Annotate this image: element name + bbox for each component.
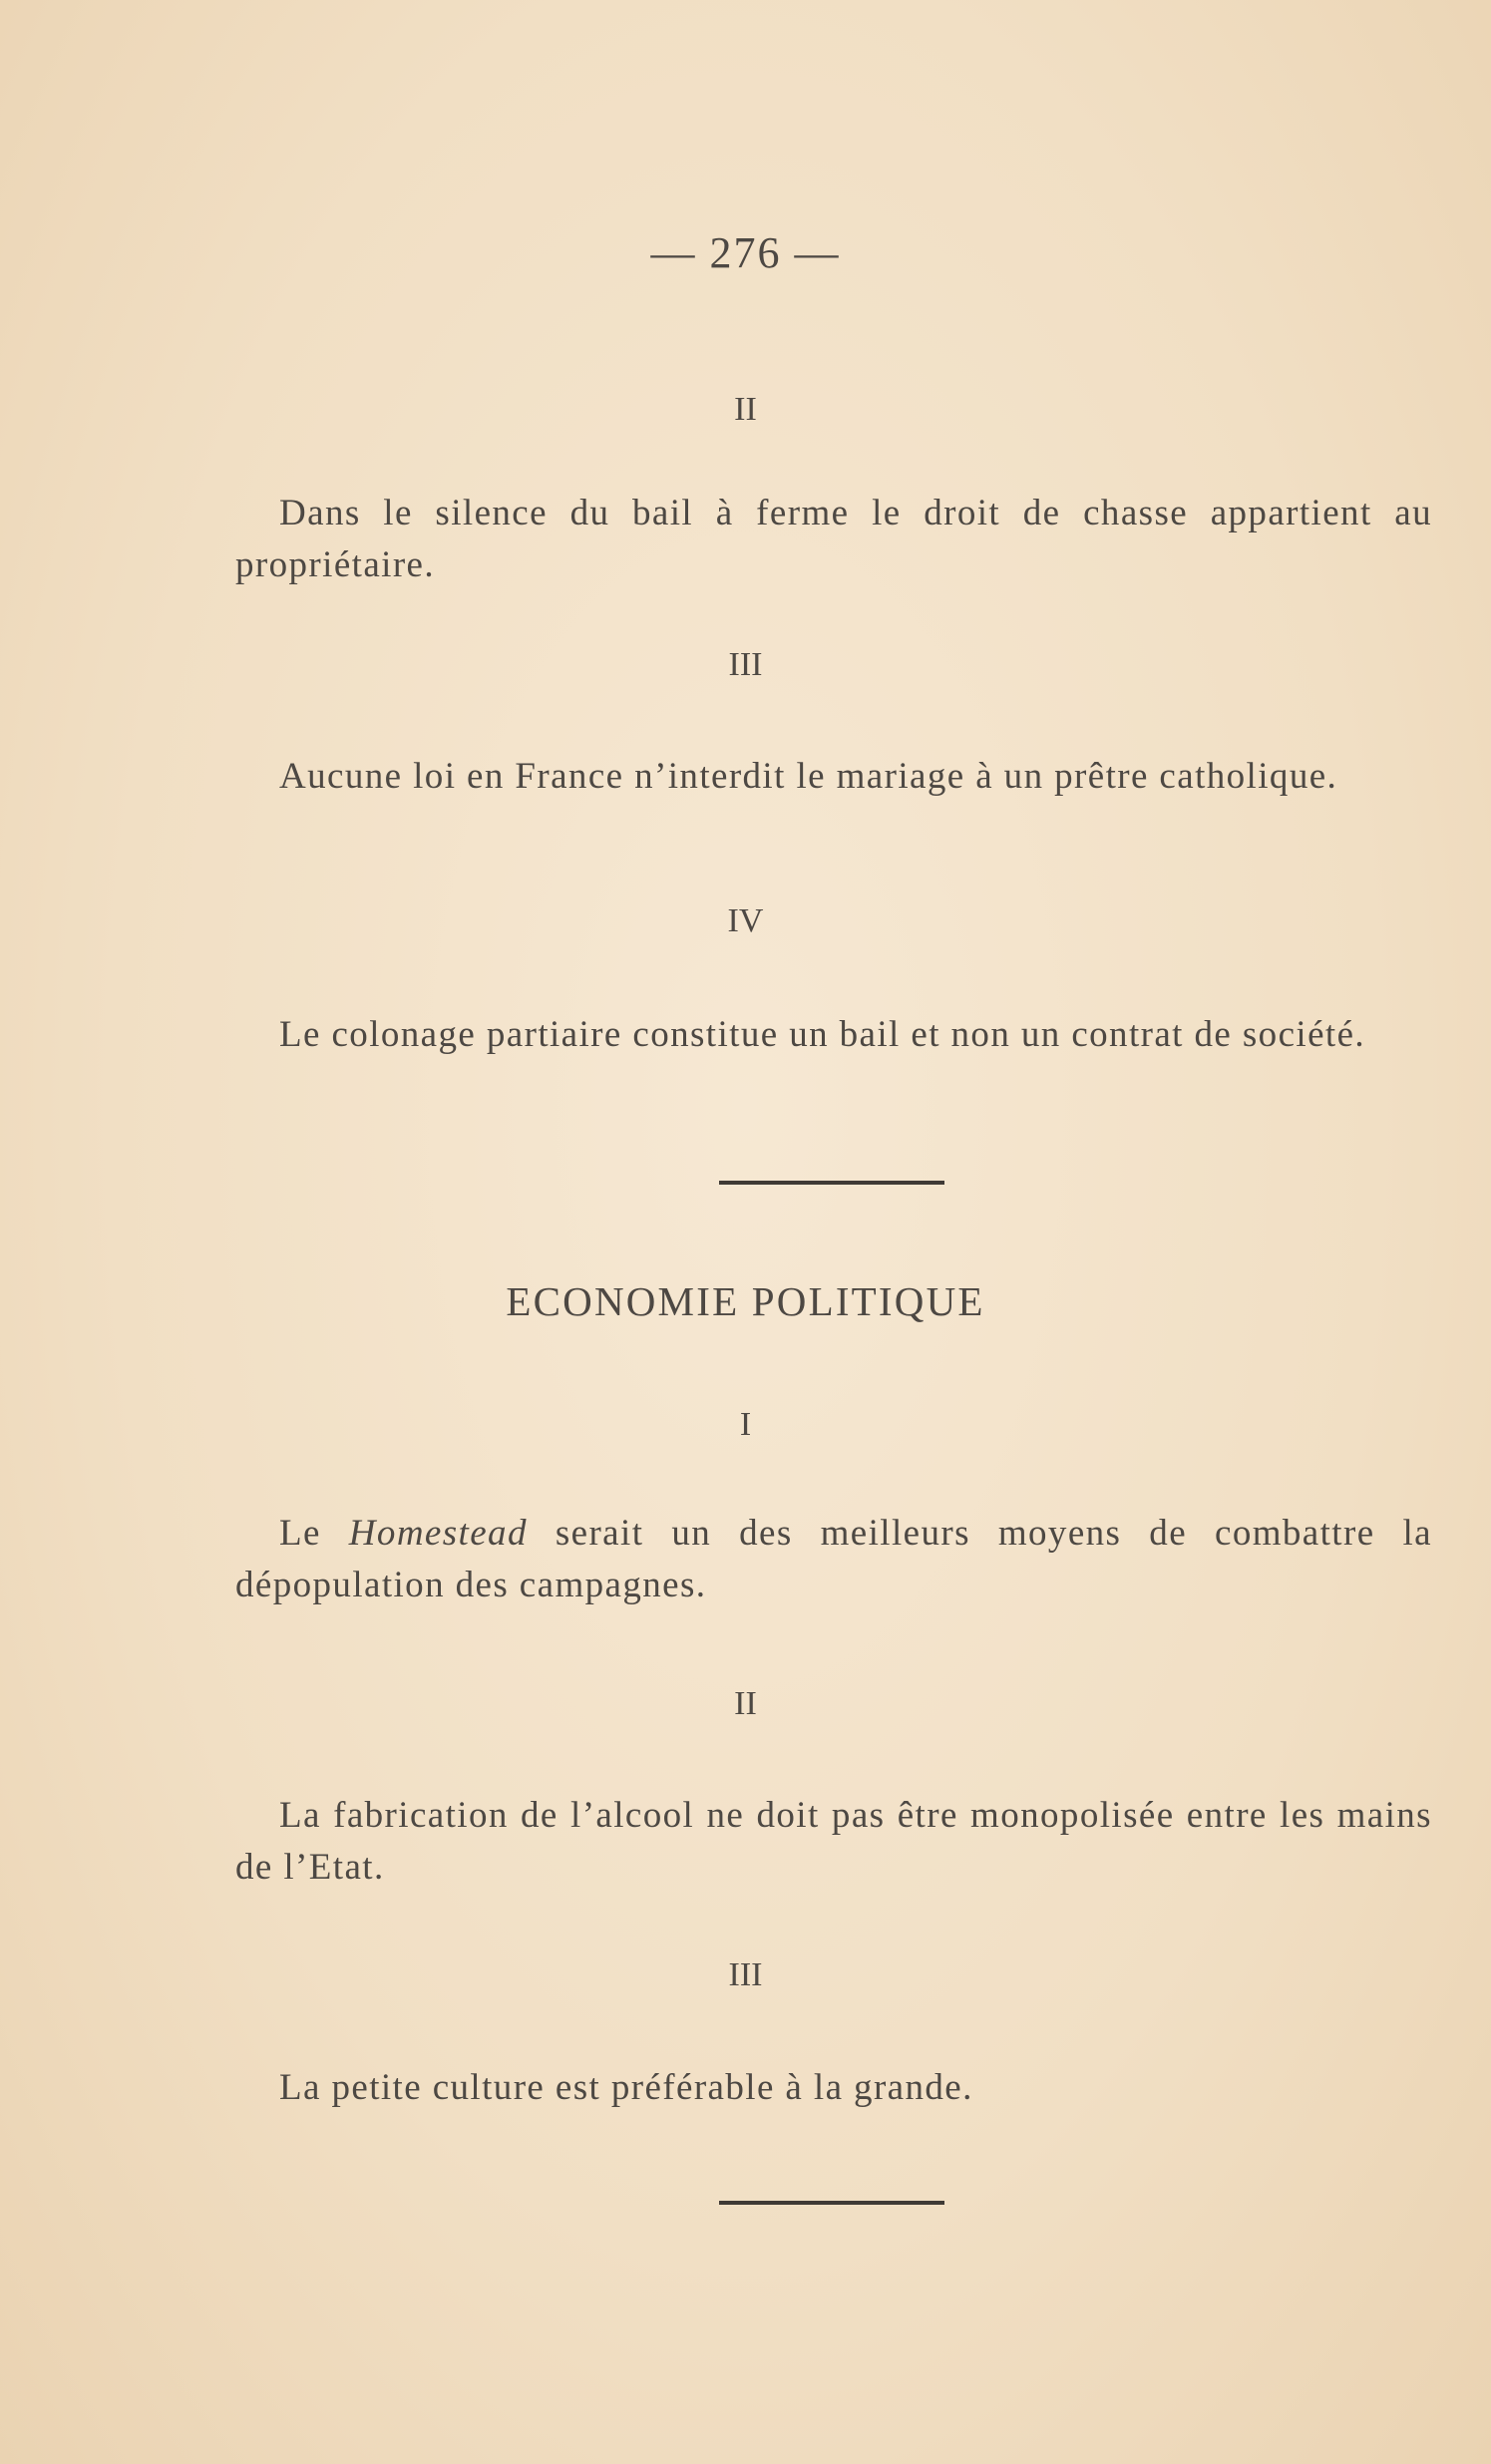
thesis-paragraph: Dans le silence du bail à ferme le droit de chasse appartient au propriétaire. xyxy=(235,493,1432,585)
section-heading: ECONOMIE POLITIQUE xyxy=(506,1278,985,1324)
thesis-paragraph: La fabrication de l’alcool ne doit pas être monopolisée entre les mains de l’Etat. xyxy=(235,1795,1432,1888)
section-divider xyxy=(719,1181,944,1185)
thesis-paragraph: La petite culture est préférable à la grande. xyxy=(279,2067,973,2108)
page-number: — 276 — xyxy=(650,228,841,277)
thesis-numeral: II xyxy=(734,1685,757,1722)
thesis-paragraph: Le colonage partiaire constitue un bail et non un contrat de société. xyxy=(279,1014,1366,1055)
thesis-numeral: IV xyxy=(727,902,764,939)
thesis-text-emphasis: Homestead xyxy=(348,1513,528,1554)
thesis-numeral: III xyxy=(728,1956,763,1993)
thesis-paragraph xyxy=(235,1508,1432,1611)
end-divider xyxy=(719,2201,944,2205)
thesis-text-before: Le xyxy=(279,1513,321,1554)
thesis-numeral: III xyxy=(728,646,763,683)
thesis-text-after: serait un des meilleurs moyens de combattre la dépopulation des campagnes. xyxy=(235,1513,1432,1605)
thesis-paragraph: Aucune loi en France n’interdit le mariage à un prêtre catholique. xyxy=(279,756,1338,797)
thesis-numeral: I xyxy=(739,1406,752,1443)
thesis-numeral: II xyxy=(734,391,757,428)
